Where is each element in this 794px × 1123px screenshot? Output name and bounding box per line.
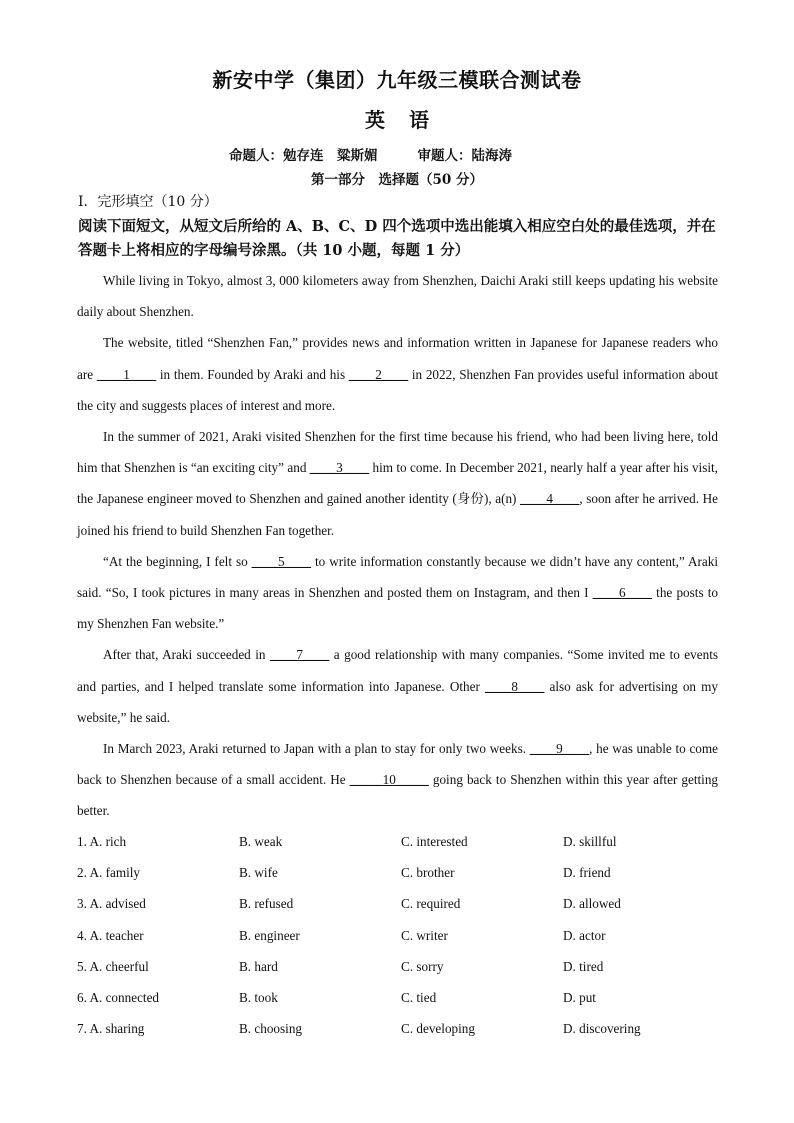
section-title: Ⅰ．完形填空（10 分） xyxy=(78,194,218,210)
option-c: C. brother xyxy=(401,865,455,881)
paragraph-2 xyxy=(77,327,718,421)
blank-6: ____6____ xyxy=(592,585,652,601)
blank-4: ____4____ xyxy=(520,491,580,507)
option-a: 1. A. rich xyxy=(77,834,127,849)
paragraph-text: “At the beginning, I felt so xyxy=(103,553,252,569)
option-d: D. skillful xyxy=(563,834,617,849)
option-c: C. tied xyxy=(401,989,437,1005)
option-d: D. actor xyxy=(563,927,606,943)
option-b: B. refused xyxy=(239,896,294,912)
option-a: 7. A. sharing xyxy=(77,1021,145,1037)
option-row xyxy=(77,982,718,1013)
paragraph-text: , soon after he arrived. He joined his friend to build Shenzhen Fan together. xyxy=(77,491,718,538)
reviewer: 审题人：陆海涛 xyxy=(417,148,512,164)
option-d: D. discovering xyxy=(563,1021,641,1037)
blank-10: _____10_____ xyxy=(349,772,429,788)
option-b: B. wife xyxy=(239,865,278,881)
paragraph-text: to write information constantly because we didn’t have any content,” Araki said. “So, I took pictures in many areas in Shenzhen and posted them on Instagram, and then I xyxy=(77,553,719,601)
option-row xyxy=(77,1013,718,1044)
blank-5: ____5____ xyxy=(251,553,312,569)
option-row xyxy=(77,888,718,919)
paragraph-text: After that, Araki succeeded in xyxy=(103,647,270,663)
paragraph-text: In the summer of 2021, Araki visited Shenzhen for the first time because his friend, who had been living here, told him that Shenzhen is “an exciting city” and xyxy=(77,429,718,476)
blank-7: ____7____ xyxy=(269,647,330,663)
option-b: B. choosing xyxy=(239,1021,303,1037)
option-a: 3. A. advised xyxy=(77,896,146,912)
paragraph-text: also ask for advertising on my website,” he said. xyxy=(77,678,718,725)
option-row xyxy=(77,920,718,951)
option-a: 5. A. cheerful xyxy=(77,958,149,974)
blank-8: ____8____ xyxy=(485,678,545,694)
paragraph-text: In March 2023, Araki returned to Japan with a plan to stay for only two weeks. xyxy=(103,741,530,757)
option-row xyxy=(77,826,718,857)
paragraph-1: While living in Tokyo, almost 3, 000 kilometers away from Shenzhen, Daichi Araki still keeps updating his website daily about Shenzhen. xyxy=(77,273,718,320)
paragraph-text: a good relationship with many companies. “Some invited me to events and parties, and I helped translate some information into Japanese. Other xyxy=(77,647,718,694)
paragraph-6 xyxy=(77,733,718,827)
option-a: 6. A. connected xyxy=(77,989,160,1005)
option-row xyxy=(77,857,718,888)
paragraph-3 xyxy=(77,421,718,546)
paragraph-4 xyxy=(77,546,718,640)
author-line xyxy=(229,144,629,164)
answer-options xyxy=(77,826,718,1044)
paragraph-text: in 2022, Shenzhen Fan provides useful information about the city and suggests places of interest and more. xyxy=(77,366,718,413)
paragraph-5 xyxy=(77,639,718,733)
paragraph-text: , he was unable to come back to Shenzhen because of a small accident. He xyxy=(77,741,718,788)
option-d: D. friend xyxy=(563,865,611,881)
paragraph-text: the posts to my Shenzhen Fan website.” xyxy=(77,585,718,632)
blank-9: ____9____ xyxy=(529,741,590,757)
option-b: B. took xyxy=(239,989,278,1005)
option-row xyxy=(77,951,718,982)
subject-title xyxy=(0,104,794,133)
option-d: D. allowed xyxy=(563,896,621,912)
section-instructions: 阅读下面短文，从短文后所给的 A、B、C、D 四个选项中选出能填入相应空白处的最佳选项，并在答题卡上将相应的字母编号涂黑。（共 10 小题，每题 1 分） xyxy=(78,218,716,259)
paragraph-text: The website, titled “Shenzhen Fan,” provides news and information written in Japanese for Japanese readers who are xyxy=(77,335,718,382)
option-c: C. required xyxy=(401,896,461,912)
option-b: B. weak xyxy=(239,834,283,849)
option-c: C. writer xyxy=(401,927,448,943)
authors: 命题人：勉存连 粱斯媚 xyxy=(229,148,378,164)
option-b: B. engineer xyxy=(239,927,300,943)
option-a: 4. A. teacher xyxy=(77,927,144,943)
part-heading: 第一部分 选择题（50 分） xyxy=(311,172,483,188)
subject-char-2: 语 xyxy=(409,108,429,132)
option-c: C. developing xyxy=(401,1021,475,1037)
exam-title: 新安中学（集团）九年级三模联合测试卷 xyxy=(212,68,582,92)
subject-char-1: 英 xyxy=(365,108,385,132)
option-c: C. interested xyxy=(401,834,468,849)
option-d: D. put xyxy=(563,989,596,1005)
blank-2: ____2____ xyxy=(348,366,409,382)
option-c: C. sorry xyxy=(401,958,444,974)
blank-3: ____3____ xyxy=(309,460,370,476)
option-a: 2. A. family xyxy=(77,865,141,881)
paragraph-text: going back to Shenzhen within this year after getting better. xyxy=(77,772,719,819)
option-b: B. hard xyxy=(239,958,278,974)
option-d: D. tired xyxy=(563,958,604,974)
paragraph-text: him to come. In December 2021, nearly half a year after his visit, the Japanese engineer moved to Shenzhen and gained another identity (身份), a(n) xyxy=(77,460,718,507)
cloze-passage xyxy=(77,265,718,827)
paragraph-text: in them. Founded by Araki and his xyxy=(156,366,349,382)
blank-1: ____1____ xyxy=(96,366,157,382)
